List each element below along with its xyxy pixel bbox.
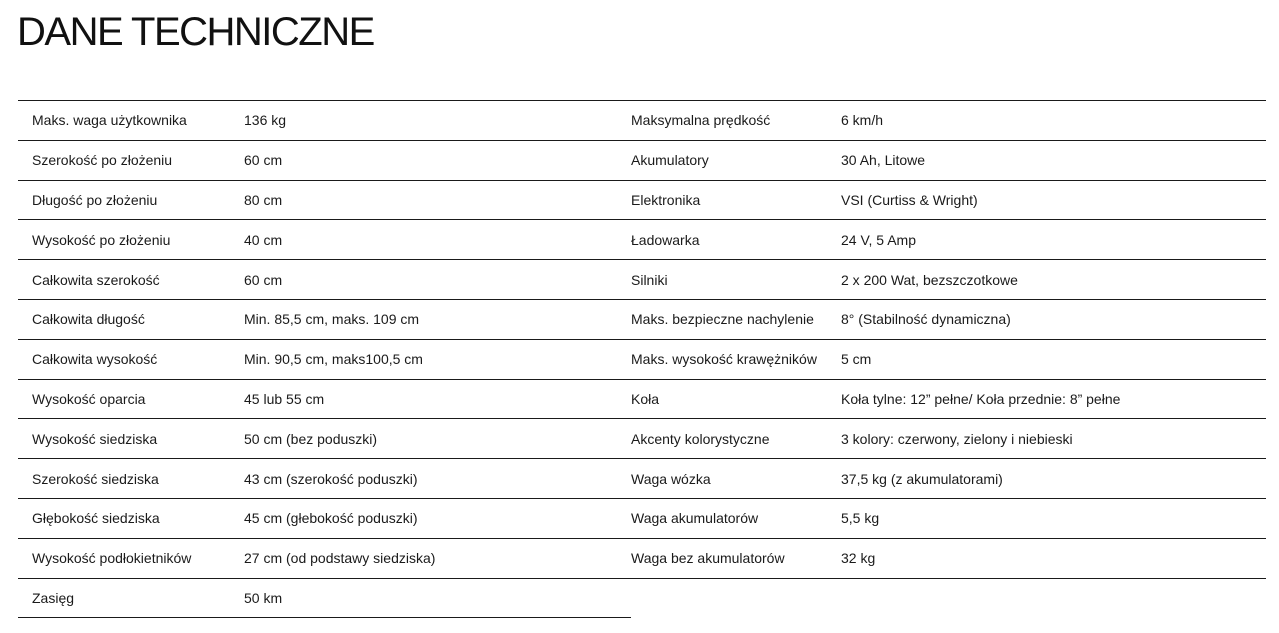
- table-row: [18, 220, 1266, 260]
- spec-label: Waga akumulatorów: [631, 498, 841, 538]
- spec-value: 2 x 200 Wat, bezszczotkowe: [841, 260, 1266, 300]
- spec-table: [18, 100, 1266, 618]
- spec-value: 80 cm: [244, 180, 631, 220]
- spec-value: 27 cm (od podstawy siedziska): [244, 538, 631, 578]
- spec-label: Akcenty kolorystyczne: [631, 419, 841, 459]
- spec-label: Akumulatory: [631, 140, 841, 180]
- spec-label: Ładowarka: [631, 220, 841, 260]
- spec-label: [631, 578, 841, 618]
- spec-label: Waga bez akumulatorów: [631, 538, 841, 578]
- spec-value: 60 cm: [244, 140, 631, 180]
- page-title: DANE TECHNICZNE: [17, 10, 374, 54]
- table-row: [18, 260, 1266, 300]
- spec-label: Elektronika: [631, 180, 841, 220]
- spec-value: 50 km: [244, 578, 631, 618]
- spec-value: Min. 90,5 cm, maks100,5 cm: [244, 339, 631, 379]
- table-row: [18, 140, 1266, 180]
- spec-label: Maksymalna prędkość: [631, 101, 841, 141]
- spec-value: 32 kg: [841, 538, 1266, 578]
- spec-value: 3 kolory: czerwony, zielony i niebieski: [841, 419, 1266, 459]
- spec-label: Wysokość siedziska: [18, 419, 244, 459]
- table-row: [18, 419, 1266, 459]
- table-row: [18, 459, 1266, 499]
- spec-value: 24 V, 5 Amp: [841, 220, 1266, 260]
- spec-value: 45 cm (głebokość poduszki): [244, 498, 631, 538]
- table-row: [18, 180, 1266, 220]
- spec-label: Szerokość po złożeniu: [18, 140, 244, 180]
- spec-label: Całkowita długość: [18, 299, 244, 339]
- spec-label: Maks. wysokość krawężników: [631, 339, 841, 379]
- table-row: [18, 578, 1266, 618]
- spec-value: 8° (Stabilność dynamiczna): [841, 299, 1266, 339]
- table-row: [18, 379, 1266, 419]
- spec-label: Koła: [631, 379, 841, 419]
- spec-label: Długość po złożeniu: [18, 180, 244, 220]
- spec-label: Szerokość siedziska: [18, 459, 244, 499]
- spec-value: Min. 85,5 cm, maks. 109 cm: [244, 299, 631, 339]
- spec-value: 5,5 kg: [841, 498, 1266, 538]
- spec-label: Silniki: [631, 260, 841, 300]
- spec-value: 45 lub 55 cm: [244, 379, 631, 419]
- spec-label: Maks. bezpieczne nachylenie: [631, 299, 841, 339]
- table-row: [18, 101, 1266, 141]
- spec-label: Wysokość oparcia: [18, 379, 244, 419]
- spec-value: 30 Ah, Litowe: [841, 140, 1266, 180]
- table-row: [18, 339, 1266, 379]
- spec-label: Głębokość siedziska: [18, 498, 244, 538]
- spec-value: 60 cm: [244, 260, 631, 300]
- spec-value: Koła tylne: 12” pełne/ Koła przednie: 8” pełne: [841, 379, 1266, 419]
- spec-value: VSI (Curtiss & Wright): [841, 180, 1266, 220]
- spec-value: 40 cm: [244, 220, 631, 260]
- spec-value: 6 km/h: [841, 101, 1266, 141]
- spec-label: Wysokość podłokietników: [18, 538, 244, 578]
- spec-label: Całkowita wysokość: [18, 339, 244, 379]
- spec-label: Zasięg: [18, 578, 244, 618]
- spec-value: [841, 578, 1266, 618]
- table-row: [18, 538, 1266, 578]
- spec-label: Waga wózka: [631, 459, 841, 499]
- table-row: [18, 299, 1266, 339]
- spec-value: 37,5 kg (z akumulatorami): [841, 459, 1266, 499]
- spec-label: Maks. waga użytkownika: [18, 101, 244, 141]
- spec-value: 50 cm (bez poduszki): [244, 419, 631, 459]
- spec-value: 5 cm: [841, 339, 1266, 379]
- table-row: [18, 498, 1266, 538]
- spec-value: 136 kg: [244, 101, 631, 141]
- spec-label: Całkowita szerokość: [18, 260, 244, 300]
- spec-label: Wysokość po złożeniu: [18, 220, 244, 260]
- spec-value: 43 cm (szerokość poduszki): [244, 459, 631, 499]
